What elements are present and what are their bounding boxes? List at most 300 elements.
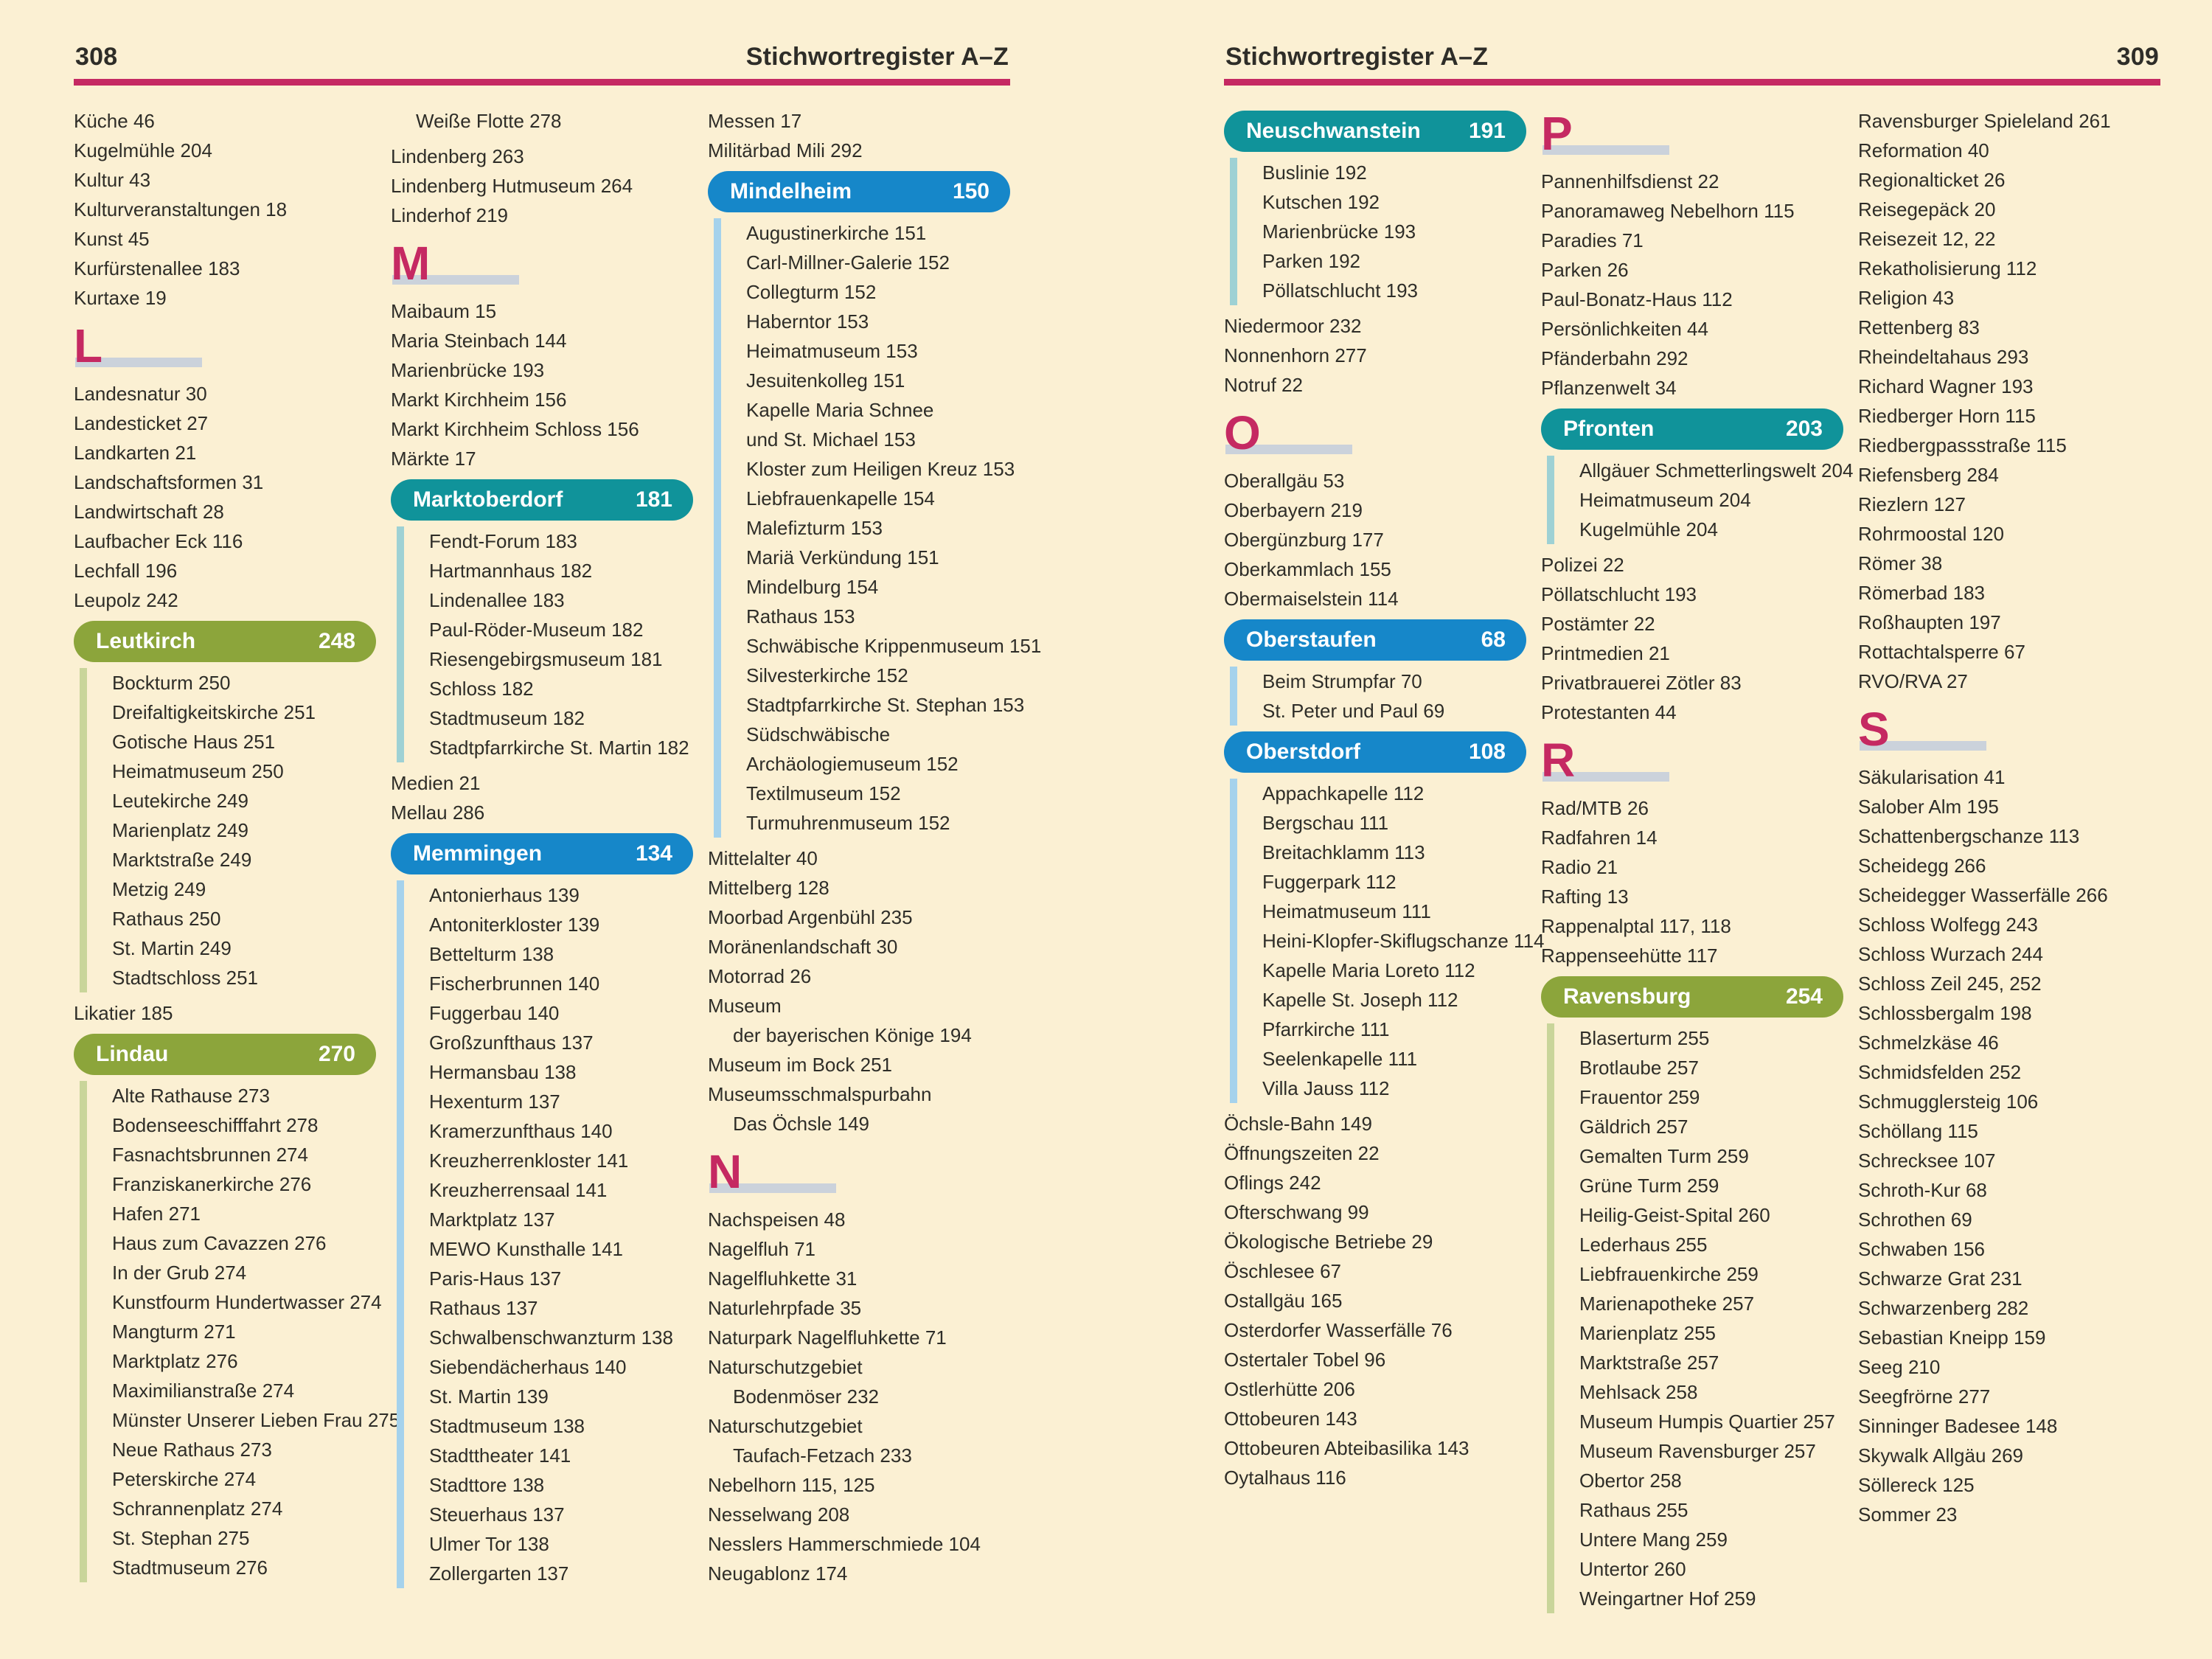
index-entry: Schlossbergalm 198 [1858,1002,2032,1024]
index-entry: Markt Kirchheim Schloss 156 [391,418,639,440]
index-entry: Fendt-Forum 183 [429,530,577,552]
section-letter: M [391,237,431,290]
place-header [1224,619,1526,661]
index-entry: Gemalten Turm 259 [1579,1145,1749,1167]
place-header [1541,976,1843,1018]
index-entry: Obertor 258 [1579,1470,1682,1492]
index-entry: Heilig-Geist-Spital 260 [1579,1204,1770,1226]
index-entry: Rappenalptal 117, 118 [1541,915,1731,937]
page-number: 308 [75,43,118,71]
index-entry: Bodenmöser 232 [733,1385,880,1408]
place-section [1224,111,1526,305]
index-entry: Stadtpfarrkirche St. Stephan 153 [746,694,1025,716]
place-page-ref: 68 [1481,627,1506,652]
index-entry: Collegturm 152 [746,281,877,303]
index-entry: Richard Wagner 193 [1858,375,2034,397]
entry-group [391,106,693,136]
index-entry: Fasnachtsbrunnen 274 [112,1144,308,1166]
index-entry: Peterskirche 274 [112,1468,257,1490]
index-entry: Linderhof 219 [391,204,509,226]
place-name: Leutkirch [96,629,196,653]
place-section [391,479,693,762]
index-entry: Mangturm 271 [112,1321,236,1343]
index-entry: St. Martin 249 [112,937,232,959]
index-entry: Marktstraße 249 [112,849,252,871]
index-entry: Nesslers Hammerschmiede 104 [708,1533,981,1555]
index-entry: Kutschen 192 [1262,191,1380,213]
place-section [1541,408,1854,544]
index-entry: Siebendächerhaus 140 [429,1356,627,1378]
index-entry: Blaserturm 255 [1579,1027,1710,1049]
index-entry: Malefizturm 153 [746,517,883,539]
index-entry: Weiße Flotte 278 [416,110,562,132]
index-column [1858,106,2160,1619]
header-rule [74,79,1010,86]
index-entry: Naturlehrpfade 35 [708,1297,862,1319]
index-entry: Metzig 249 [112,878,206,900]
index-entry: Bettelturm 138 [429,943,554,965]
index-entry: Zollergarten 137 [429,1562,569,1585]
index-entry: Schmelzkäse 46 [1858,1032,1999,1054]
index-entry: Schroth-Kur 68 [1858,1179,1987,1201]
index-entry: Schwalbenschwanzturm 138 [429,1326,673,1349]
index-entry: Stadtpfarrkirche St. Martin 182 [429,737,689,759]
index-entry: Schrecksee 107 [1858,1150,1996,1172]
index-entry: Villa Jauss 112 [1262,1077,1390,1099]
index-entry: Schattenbergschanze 113 [1858,825,2080,847]
index-entry: Nagelfluhkette 31 [708,1267,858,1290]
index-entry: Riezlern 127 [1858,493,1966,515]
index-entry: Fuggerpark 112 [1262,871,1397,893]
place-name: Pfronten [1563,417,1655,441]
index-entry: Stadtschloss 251 [112,967,259,989]
place-name: Neuschwanstein [1246,119,1421,143]
index-entry: Großzunfthaus 137 [429,1032,594,1054]
entry-group [1541,550,1843,727]
index-entry: RVO/RVA 27 [1858,670,1968,692]
index-entry: Obergünzburg 177 [1224,529,1384,551]
index-entry: Parken 192 [1262,250,1360,272]
index-column [391,106,693,1594]
index-entry: Rathaus 137 [429,1297,538,1319]
place-header [391,479,693,521]
index-entry: Marktplatz 276 [112,1350,238,1372]
index-entry: Motorrad 26 [708,965,812,987]
index-entry: Nesselwang 208 [708,1503,850,1526]
index-entry: Marienplatz 255 [1579,1322,1716,1344]
index-entry: Marienbrücke 193 [1262,220,1416,243]
index-entry: Neue Rathaus 273 [112,1439,272,1461]
index-entry: Rathaus 153 [746,605,855,627]
index-entry: Lederhaus 255 [1579,1234,1708,1256]
index-entry: Riefensberg 284 [1858,464,1999,486]
index-entry: Bockturm 250 [112,672,231,694]
index-entry: Ofterschwang 99 [1224,1201,1369,1223]
index-entry: Landwirtschaft 28 [74,501,224,523]
index-entry: Hexenturm 137 [429,1091,560,1113]
section-letter-block [1224,406,1526,460]
index-entry: Landesticket 27 [74,412,209,434]
index-entry: Markt Kirchheim 156 [391,389,567,411]
entry-group [391,768,693,827]
index-entry: Mittelberg 128 [708,877,830,899]
index-entry: Marktstraße 257 [1579,1352,1719,1374]
index-entry: Persönlichkeiten 44 [1541,318,1708,340]
index-entry: Museum im Bock 251 [708,1054,892,1076]
place-header [1224,731,1526,773]
index-entry: Kramerzunfthaus 140 [429,1120,613,1142]
index-entry: Oberkammlach 155 [1224,558,1391,580]
index-column [708,106,1042,1594]
index-entry: Mariä Verkündung 151 [746,546,939,568]
entry-group [391,296,693,473]
index-entry: Schwarzenberg 282 [1858,1297,2029,1319]
index-entry: Parken 26 [1541,259,1629,281]
page-left [74,43,1042,1594]
index-entry: Landkarten 21 [74,442,197,464]
place-page-ref: 203 [1785,417,1823,441]
place-entries [80,668,376,992]
index-entry: Fuggerbau 140 [429,1002,560,1024]
index-entry: Roßhaupten 197 [1858,611,2001,633]
index-entry: Radio 21 [1541,856,1618,878]
entry-group [1541,793,1843,970]
index-entry: Obermaiselstein 114 [1224,588,1399,610]
index-entry: Marienplatz 249 [112,819,248,841]
index-entry: Kurtaxe 19 [74,287,167,309]
index-entry: Ottobeuren 143 [1224,1408,1357,1430]
index-columns [1224,106,2160,1619]
index-entry: Kloster zum Heiligen Kreuz 153 [746,458,1015,480]
section-letter-block [1858,702,2160,757]
index-entry: Kulturveranstaltungen 18 [74,198,288,220]
place-page-ref: 134 [635,841,672,866]
index-entry: Schwarze Grat 231 [1858,1267,2023,1290]
index-entry: Pöllatschlucht 193 [1262,279,1419,302]
index-entry: Märkte 17 [391,448,476,470]
index-entry: Steuerhaus 137 [429,1503,565,1526]
place-page-ref: 191 [1468,119,1506,143]
index-entry: Paris-Haus 137 [429,1267,562,1290]
index-entry: Nagelfluh 71 [708,1238,815,1260]
index-entry: Ostertaler Tobel 96 [1224,1349,1386,1371]
place-section [1224,731,1545,1103]
index-entry: Marienapotheke 257 [1579,1293,1755,1315]
index-entry: Riedbergpassstraße 115 [1858,434,2067,456]
index-entry: Maibaum 15 [391,300,497,322]
index-entry: Paul-Bonatz-Haus 112 [1541,288,1733,310]
page-header [74,43,1010,72]
index-entry: Postämter 22 [1541,613,1655,635]
index-entry: Schloss Wolfegg 243 [1858,914,2038,936]
index-entry: Schmidsfelden 252 [1858,1061,2022,1083]
place-section [74,621,376,992]
index-entry: Kreuzherrenkloster 141 [429,1150,629,1172]
entry-group [74,998,376,1028]
index-entry: Textilmuseum 152 [746,782,901,804]
index-entry: Stadtmuseum 138 [429,1415,585,1437]
index-entry: Schrannenplatz 274 [112,1498,283,1520]
index-entry: St. Stephan 275 [112,1527,250,1549]
index-entry: St. Martin 139 [429,1385,549,1408]
index-entry: Carl-Millner-Galerie 152 [746,251,950,274]
index-entry: Rafting 13 [1541,886,1629,908]
index-entry: Moorbad Argenbühl 235 [708,906,913,928]
index-entry: Breitachklamm 113 [1262,841,1425,863]
index-entry: Pflanzenwelt 34 [1541,377,1677,399]
index-entry: Kapelle Maria Loreto 112 [1262,959,1475,981]
place-section [391,833,693,1588]
section-letter-block [708,1144,1010,1199]
index-entry: Lindenberg Hutmuseum 264 [391,175,633,197]
index-entry: Liebfrauenkapelle 154 [746,487,935,509]
index-entry: und St. Michael 153 [746,428,916,451]
index-entry: Osterdorfer Wasserfälle 76 [1224,1319,1453,1341]
index-entry: Maria Steinbach 144 [391,330,567,352]
index-entry: Mindelburg 154 [746,576,879,598]
index-entry: Heimatmuseum 153 [746,340,918,362]
index-entry: Lindenallee 183 [429,589,565,611]
place-entries [80,1081,400,1582]
place-entries [397,880,693,1588]
index-entry: Südschwäbische [746,723,891,745]
index-entry: Naturschutzgebiet [708,1356,863,1378]
index-entry: Das Öchsle 149 [733,1113,869,1135]
entry-group [74,379,376,615]
page-number: 309 [2116,43,2159,71]
index-entry: Kunstfourm Hundertwasser 274 [112,1291,382,1313]
index-entry: Panoramaweg Nebelhorn 115 [1541,200,1795,222]
index-entry: Rettenberg 83 [1858,316,1980,338]
index-entry: Mittelalter 40 [708,847,818,869]
index-entry: Stadtmuseum 276 [112,1557,268,1579]
index-entry: Appachkapelle 112 [1262,782,1425,804]
index-entry: Frauentor 259 [1579,1086,1700,1108]
index-entry: Riesengebirgsmuseum 181 [429,648,663,670]
index-entry: Sommer 23 [1858,1503,1958,1526]
index-entry: Hartmannhaus 182 [429,560,593,582]
entry-group [391,142,693,230]
index-entry: Ulmer Tor 138 [429,1533,549,1555]
page-header [1224,43,2160,72]
index-entry: Maximilianstraße 274 [112,1380,295,1402]
index-entry: Öschlesee 67 [1224,1260,1341,1282]
page-title: Stichwortregister A–Z [1225,43,1489,71]
index-entry: Pöllatschlucht 193 [1541,583,1697,605]
index-entry: Haberntor 153 [746,310,869,333]
place-header [708,171,1010,212]
index-entry: Brotlaube 257 [1579,1057,1699,1079]
index-entry: Öchsle-Bahn 149 [1224,1113,1372,1135]
index-entry: Mellau 286 [391,801,485,824]
index-entry: Stadttore 138 [429,1474,545,1496]
section-letter: L [74,319,103,372]
index-entry: Printmedien 21 [1541,642,1670,664]
index-entry: Heimatmuseum 204 [1579,489,1751,511]
index-entry: Museum Humpis Quartier 257 [1579,1411,1835,1433]
index-entry: Riedberger Horn 115 [1858,405,2036,427]
section-letter-block [391,236,693,291]
index-entry: Museumsschmalspurbahn [708,1083,932,1105]
index-entry: Liebfrauenkirche 259 [1579,1263,1759,1285]
place-header [74,1034,376,1075]
entry-group [708,844,1010,1138]
index-entry: Säkularisation 41 [1858,766,2006,788]
index-entry: Heimatmuseum 111 [1262,900,1431,922]
index-entry: Ravensburger Spieleland 261 [1858,110,2111,132]
index-entry: Rohrmoostal 120 [1858,523,2004,545]
place-page-ref: 248 [318,629,355,653]
index-entry: Küche 46 [74,110,155,132]
index-entry: Notruf 22 [1224,374,1303,396]
index-entry: Nebelhorn 115, 125 [708,1474,875,1496]
index-entry: Marienbrücke 193 [391,359,545,381]
place-name: Memmingen [413,841,543,866]
index-entry: Gotische Haus 251 [112,731,276,753]
index-entry: Kunst 45 [74,228,150,250]
index-entry: Kreuzherrensaal 141 [429,1179,608,1201]
index-column [1541,106,1854,1619]
index-entry: Oflings 242 [1224,1172,1321,1194]
index-entry: Haus zum Cavazzen 276 [112,1232,327,1254]
index-entry: Hermansbau 138 [429,1061,577,1083]
index-entry: Bergschau 111 [1262,812,1389,834]
index-entry: Rottachtalsperre 67 [1858,641,2025,663]
index-entry: Reisegepäck 20 [1858,198,1996,220]
index-entry: Skywalk Allgäu 269 [1858,1444,2024,1467]
index-entry: Naturschutzgebiet [708,1415,863,1437]
index-entry: Messen 17 [708,110,802,132]
index-columns [74,106,1042,1594]
index-column [74,106,400,1594]
index-entry: Seelenkapelle 111 [1262,1048,1418,1070]
index-entry: Alte Rathause 273 [112,1085,270,1107]
place-entries [1547,1023,1843,1613]
index-entry: Kugelmühle 204 [74,139,212,161]
entry-group [1224,466,1526,613]
place-entries [1230,667,1526,726]
index-entry: Moränenlandschaft 30 [708,936,898,958]
place-entries [1230,779,1545,1103]
index-entry: Untertor 260 [1579,1558,1686,1580]
index-entry: Gäldrich 257 [1579,1116,1688,1138]
index-entry: Paul-Röder-Museum 182 [429,619,644,641]
index-entry: Taufach-Fetzach 233 [733,1444,912,1467]
index-entry: Rathaus 250 [112,908,221,930]
index-entry: St. Peter und Paul 69 [1262,700,1445,722]
index-entry: In der Grub 274 [112,1262,247,1284]
place-entries [1230,158,1526,305]
index-entry: MEWO Kunsthalle 141 [429,1238,624,1260]
index-entry: Heimatmuseum 250 [112,760,284,782]
index-entry: Allgäuer Schmetterlingswelt 204 [1579,459,1854,481]
place-section [1541,976,1843,1613]
index-entry: Marktplatz 137 [429,1208,555,1231]
index-entry: Salober Alm 195 [1858,796,1999,818]
index-entry: Schloss Wurzach 244 [1858,943,2043,965]
index-entry: Franziskanerkirche 276 [112,1173,312,1195]
index-entry: Stadttheater 141 [429,1444,571,1467]
place-name: Marktoberdorf [413,487,563,512]
index-entry: Nonnenhorn 277 [1224,344,1367,366]
index-entry: Münster Unserer Lieben Frau 275 [112,1409,400,1431]
index-entry: Ostlerhütte 206 [1224,1378,1355,1400]
place-page-ref: 181 [635,487,672,512]
section-letter: N [708,1145,742,1198]
index-entry: Oberbayern 219 [1224,499,1363,521]
index-entry: Schloss 182 [429,678,534,700]
index-entry: Kugelmühle 204 [1579,518,1718,540]
index-entry: Bodenseeschifffahrt 278 [112,1114,319,1136]
index-entry: Augustinerkirche 151 [746,222,927,244]
place-name: Mindelheim [730,179,852,204]
index-entry: Niedermoor 232 [1224,315,1362,337]
index-entry: Rad/MTB 26 [1541,797,1649,819]
index-entry: Laufbacher Eck 116 [74,530,243,552]
index-entry: Archäologiemuseum 152 [746,753,959,775]
section-letter-block [1541,106,1843,161]
index-entry: Turmuhrenmuseum 152 [746,812,950,834]
entry-group [708,106,1010,165]
place-entries [397,526,693,762]
place-entries [714,218,1042,838]
place-header [1541,408,1843,450]
entry-group [74,106,376,313]
index-entry: Reformation 40 [1858,139,1989,161]
index-entry: Landesnatur 30 [74,383,207,405]
index-entry: Römer 38 [1858,552,1943,574]
index-entry: Neugablonz 174 [708,1562,848,1585]
index-entry: Schrothen 69 [1858,1208,1972,1231]
place-name: Oberstdorf [1246,740,1361,764]
index-entry: Privatbrauerei Zötler 83 [1541,672,1742,694]
index-entry: Nachspeisen 48 [708,1208,846,1231]
section-letter-block [74,319,376,373]
index-entry: Regionalticket 26 [1858,169,2006,191]
index-entry: Likatier 185 [74,1002,173,1024]
page-title: Stichwortregister A–Z [745,43,1009,71]
place-name: Lindau [96,1042,169,1066]
index-entry: Landschaftsformen 31 [74,471,264,493]
index-entry: Römerbad 183 [1858,582,1985,604]
index-column [1224,106,1545,1619]
index-entry: Söllereck 125 [1858,1474,1975,1496]
index-entry: Seeg 210 [1858,1356,1941,1378]
index-entry: Ostallgäu 165 [1224,1290,1343,1312]
index-entry: Mehlsack 258 [1579,1381,1698,1403]
index-entry: Leupolz 242 [74,589,178,611]
place-section [708,171,1042,838]
page-right [1224,43,2160,1619]
index-entry: Museum [708,995,782,1017]
place-name: Oberstaufen [1246,627,1377,652]
index-entry: Hafen 271 [112,1203,201,1225]
index-entry: Seegfrörne 277 [1858,1385,1991,1408]
index-entry: Reisezeit 12, 22 [1858,228,1996,250]
index-entry: Schwaben 156 [1858,1238,1986,1260]
index-entry: Naturpark Nagelfluhkette 71 [708,1326,947,1349]
index-entry: Schöllang 115 [1858,1120,1978,1142]
place-header [391,833,693,874]
index-entry: Pfänderbahn 292 [1541,347,1688,369]
index-entry: Rheindeltahaus 293 [1858,346,2029,368]
index-entry: Schwäbische Krippenmuseum 151 [746,635,1042,657]
entry-group [1858,106,2160,696]
index-entry: Dreifaltigkeitskirche 251 [112,701,316,723]
entry-group [708,1205,1010,1588]
index-entry: Kurfürstenallee 183 [74,257,240,279]
section-letter: P [1541,107,1573,160]
